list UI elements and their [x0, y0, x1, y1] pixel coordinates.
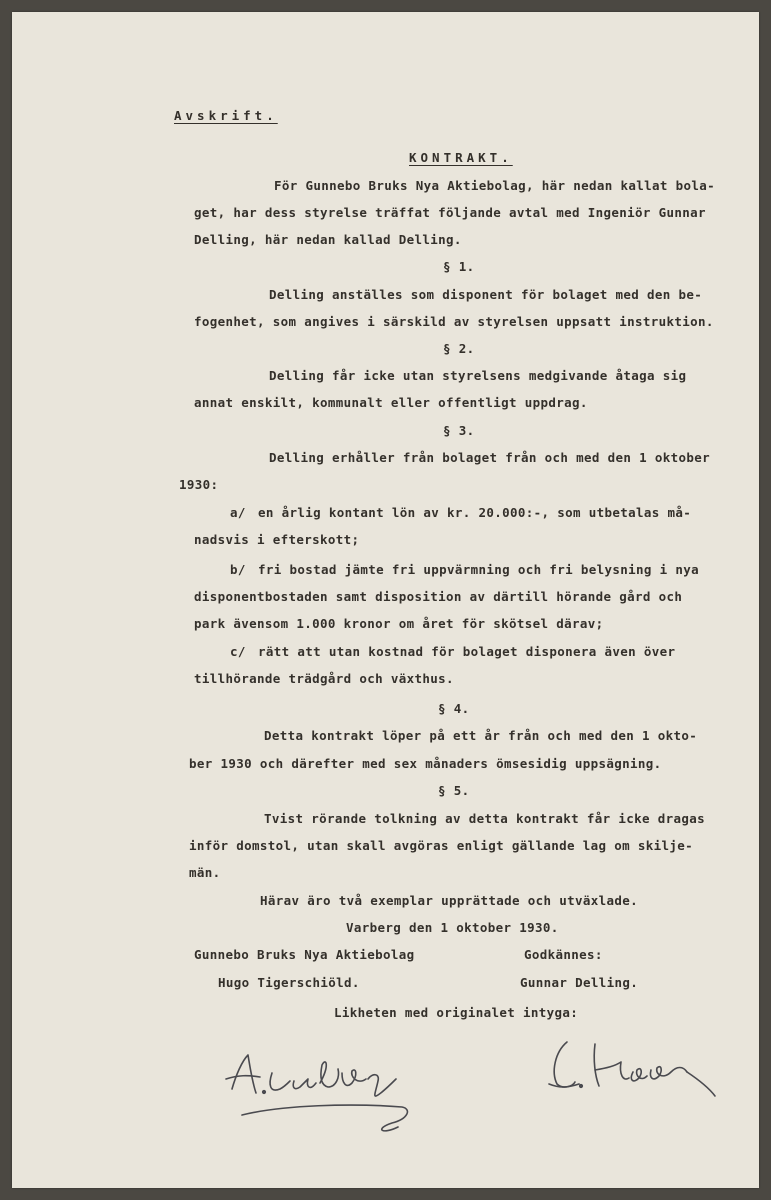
- list-item-line: rätt att utan kostnad för bolaget disponera även över: [258, 644, 676, 659]
- list-item-line: nadsvis i efterskott;: [194, 532, 360, 547]
- company-name: Gunnebo Bruks Nya Aktiebolag: [194, 947, 415, 962]
- approval-label: Godkännes:: [524, 947, 603, 962]
- list-item-line: disponentbostaden samt disposition av därtill hörande gård och: [194, 589, 683, 604]
- list-item-line: fri bostad jämte fri uppvärmning och fri belysning i nya: [258, 562, 700, 577]
- section-text-line: Delling får icke utan styrelsens medgivande åtaga sig: [269, 368, 687, 383]
- handwritten-signature-left: [202, 1037, 432, 1137]
- list-item-line: tillhörande trädgård och växthus.: [194, 671, 454, 686]
- section-number: § 5.: [438, 783, 470, 798]
- document-page: [12, 12, 759, 1188]
- document-heading: Avskrift.: [174, 108, 278, 123]
- section-text-line: ber 1930 och därefter med sex månaders ömsesidig uppsägning.: [189, 756, 662, 771]
- attestation-line: Likheten med originalet intyga:: [334, 1005, 579, 1020]
- document-title: KONTRAKT.: [409, 150, 513, 165]
- section-text-line: Detta kontrakt löper på ett år från och med den 1 okto-: [264, 728, 698, 743]
- section-text-line: Delling erhåller från bolaget från och med den 1 oktober: [269, 450, 711, 465]
- intro-line: För Gunnebo Bruks Nya Aktiebolag, här nedan kallat bola-: [274, 178, 716, 193]
- section-number: § 3.: [443, 423, 475, 438]
- place-and-date: Varberg den 1 oktober 1930.: [346, 920, 559, 935]
- section-text-line: fogenhet, som angives i särskild av styrelsen uppsatt instruktion.: [194, 314, 714, 329]
- signatory-name: Hugo Tigerschiöld.: [218, 975, 360, 990]
- section-number: § 1.: [443, 259, 475, 274]
- section-text-line: män.: [189, 865, 221, 880]
- section-number: § 4.: [438, 701, 470, 716]
- closing-statement: Härav äro två exemplar upprättade och utväxlade.: [260, 893, 639, 908]
- list-item-label: b/: [230, 562, 246, 577]
- handwritten-signature-right: [537, 1032, 727, 1112]
- section-text-line: Delling anställes som disponent för bolaget med den be-: [269, 287, 703, 302]
- intro-line: Delling, här nedan kallad Delling.: [194, 232, 462, 247]
- section-text-line: annat enskilt, kommunalt eller offentligt uppdrag.: [194, 395, 588, 410]
- list-item-line: park ävensom 1.000 kronor om året för skötsel därav;: [194, 616, 604, 631]
- section-text-line: Tvist rörande tolkning av detta kontrakt får icke dragas: [264, 811, 706, 826]
- list-item-line: en årlig kontant lön av kr. 20.000:-, som utbetalas må-: [258, 505, 692, 520]
- intro-line: get, har dess styrelse träffat följande avtal med Ingeniör Gunnar: [194, 205, 706, 220]
- section-text-line: inför domstol, utan skall avgöras enligt gällande lag om skilje-: [189, 838, 694, 853]
- section-text-line: 1930:: [179, 477, 219, 492]
- section-number: § 2.: [443, 341, 475, 356]
- signatory-name: Gunnar Delling.: [520, 975, 639, 990]
- list-item-label: c/: [230, 644, 246, 659]
- list-item-label: a/: [230, 505, 246, 520]
